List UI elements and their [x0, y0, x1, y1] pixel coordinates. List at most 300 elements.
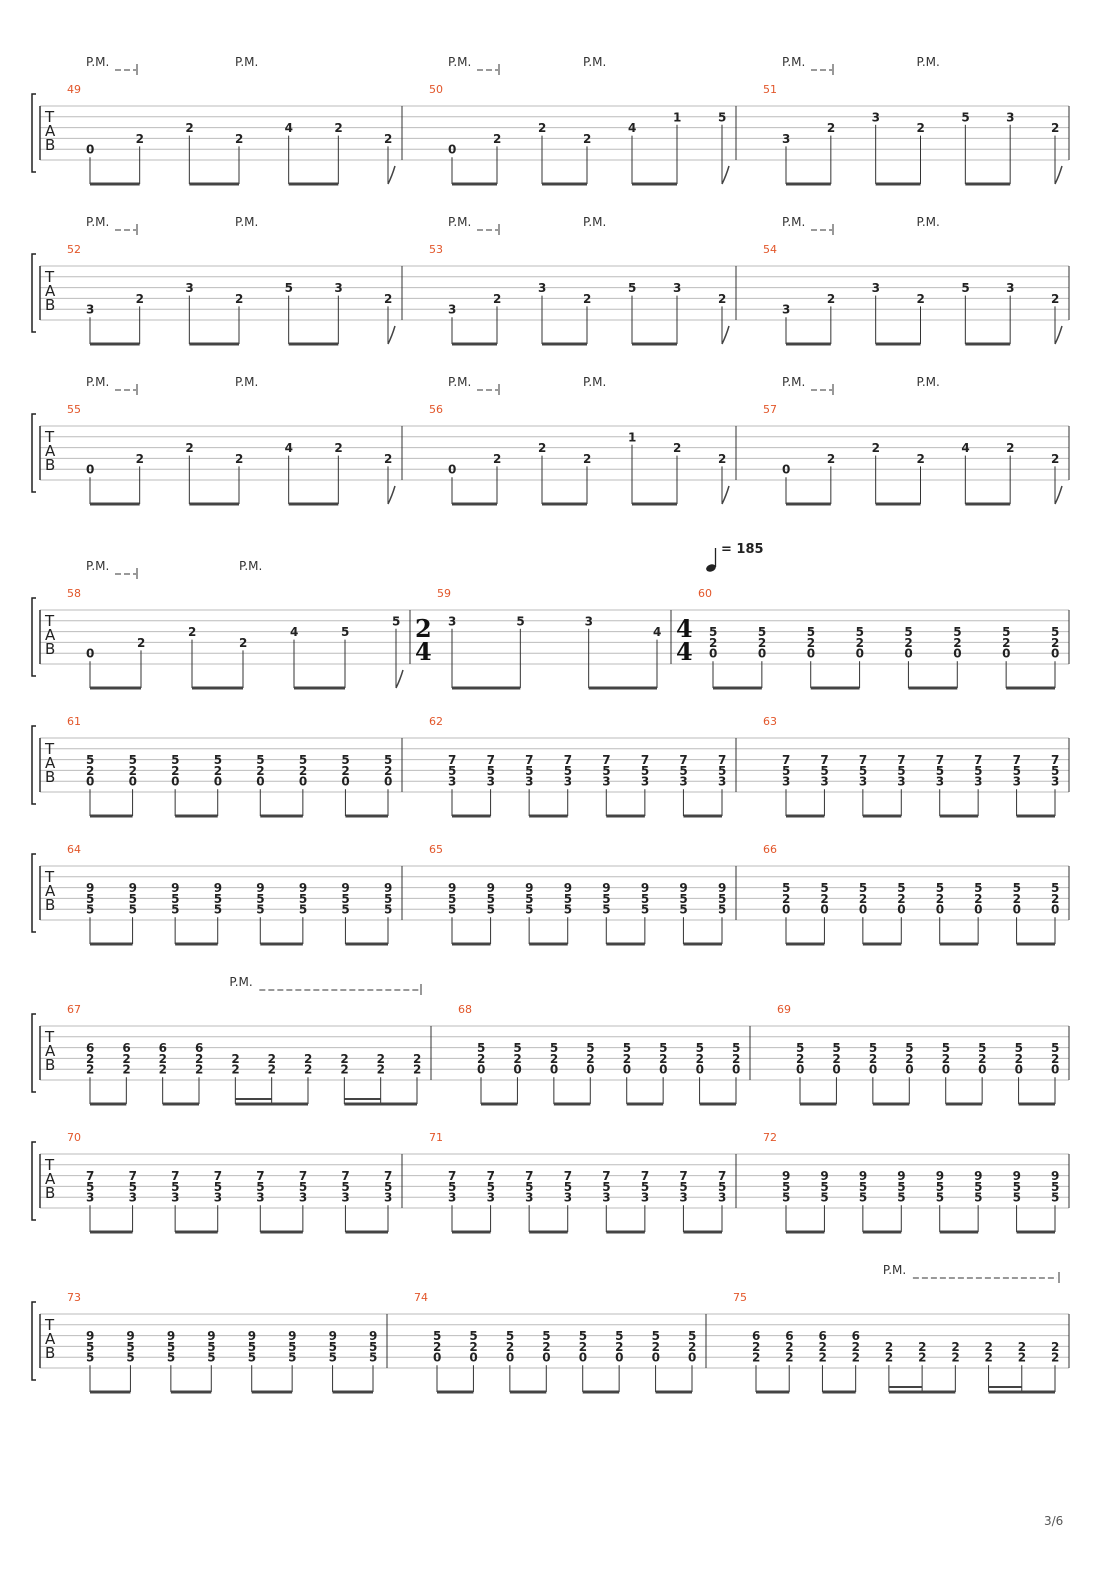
palm-mute-label: P.M.	[86, 215, 110, 229]
fret-number: 2	[538, 121, 547, 136]
fret-number: 2	[384, 291, 393, 306]
fret-number: 2	[622, 1051, 632, 1066]
fret-number: 9	[820, 1169, 829, 1184]
fret-number: 5	[284, 281, 294, 296]
time-signature-bottom: 4	[676, 637, 693, 666]
tab-clef-letter: A	[45, 442, 56, 460]
measure-number: 49	[67, 83, 81, 96]
fret-number: 5	[897, 1190, 906, 1205]
fret-number: 3	[602, 1190, 611, 1205]
palm-mute-label: P.M.	[86, 559, 110, 573]
fret-number: 2	[868, 1051, 878, 1066]
fret-number: 5	[897, 881, 906, 896]
fret-number: 5	[782, 1179, 791, 1194]
fret-number: 0	[820, 902, 829, 917]
fret-number: 2	[951, 1339, 960, 1354]
fret-number: 0	[213, 774, 223, 789]
fret-number: 5	[858, 881, 868, 896]
fret-number: 2	[256, 763, 265, 778]
fret-number: 5	[757, 625, 767, 640]
fret-number: 2	[897, 891, 906, 906]
fret-number: 2	[586, 1051, 595, 1066]
fret-number: 2	[376, 1051, 386, 1066]
fret-number: 5	[171, 753, 180, 768]
fret-number: 0	[659, 1062, 668, 1077]
fret-number: 5	[171, 1179, 180, 1194]
fret-number: 5	[256, 753, 265, 768]
tab-clef-letter: T	[45, 612, 55, 630]
fret-number: 0	[858, 902, 868, 917]
tab-clef-letter: T	[45, 428, 55, 446]
fret-number: 5	[563, 763, 573, 778]
fret-number: 2	[185, 121, 194, 136]
fret-number: 5	[384, 891, 393, 906]
fret-number: 5	[486, 763, 495, 778]
fret-number: 5	[477, 1041, 486, 1056]
fret-number: 5	[86, 891, 95, 906]
fret-number: 5	[855, 625, 864, 640]
palm-mute-label: P.M.	[235, 55, 259, 69]
fret-number: 9	[341, 881, 350, 896]
fret-number: 2	[1051, 1339, 1060, 1354]
palm-mute-label: P.M.	[882, 1263, 907, 1277]
fret-number: 2	[935, 891, 945, 906]
fret-number: 0	[796, 1062, 805, 1077]
fret-number: 3	[525, 1190, 534, 1205]
fret-number: 5	[602, 1179, 611, 1194]
fret-number: 5	[978, 1041, 987, 1056]
fret-number: 2	[334, 441, 343, 456]
fret-number: 0	[469, 1350, 478, 1365]
fret-number: 7	[213, 1169, 223, 1184]
fret-number: 5	[486, 902, 495, 917]
fret-number: 9	[563, 881, 573, 896]
fret-number: 3	[858, 774, 868, 789]
fret-number: 2	[235, 291, 244, 306]
tab-clef-letter: A	[45, 122, 56, 140]
fret-number: 2	[785, 1339, 794, 1354]
fret-number: 2	[583, 451, 592, 466]
fret-number: 2	[235, 451, 244, 466]
fret-number: 5	[86, 1179, 95, 1194]
fret-number: 2	[953, 635, 962, 650]
fret-number: 4	[284, 121, 294, 136]
fret-number: 2	[341, 763, 350, 778]
fret-number: 2	[673, 441, 682, 456]
palm-mute-label: P.M.	[782, 215, 806, 229]
fret-number: 3	[185, 281, 194, 296]
palm-mute-label: P.M.	[86, 55, 110, 69]
fret-number: 5	[897, 1179, 906, 1194]
fret-number: 5	[171, 902, 180, 917]
fret-number: 2	[185, 441, 194, 456]
fret-number: 2	[1014, 1051, 1023, 1066]
fret-number: 2	[832, 1051, 841, 1066]
fret-number: 2	[1051, 891, 1060, 906]
fret-number: 0	[448, 142, 457, 157]
fret-number: 0	[782, 462, 791, 477]
fret-number: 7	[486, 1169, 495, 1184]
fret-number: 5	[640, 891, 650, 906]
fret-number: 2	[578, 1339, 588, 1354]
fret-number: 7	[602, 753, 611, 768]
fret-number: 2	[384, 763, 393, 778]
fret-number: 5	[328, 1350, 337, 1365]
fret-number: 7	[86, 1169, 95, 1184]
fret-number: 7	[298, 1169, 308, 1184]
fret-number: 5	[256, 891, 265, 906]
fret-number: 2	[871, 441, 881, 456]
fret-number: 0	[953, 646, 962, 661]
fret-number: 0	[542, 1350, 551, 1365]
fret-number: 0	[549, 1062, 559, 1077]
fret-number: 3	[935, 774, 945, 789]
fret-number: 5	[341, 902, 350, 917]
fret-number: 5	[525, 891, 534, 906]
fret-number: 5	[207, 1350, 216, 1365]
fret-number: 2	[493, 291, 502, 306]
fret-number: 5	[1051, 763, 1060, 778]
fret-number: 2	[583, 291, 592, 306]
fret-number: 2	[785, 1350, 794, 1365]
measure-number: 53	[429, 243, 443, 256]
fret-number: 2	[806, 635, 816, 650]
measure-number: 70	[67, 1131, 81, 1144]
fret-number: 3	[1006, 281, 1015, 296]
fret-number: 0	[782, 902, 791, 917]
fret-number: 3	[679, 774, 688, 789]
tab-clef-letter: B	[45, 456, 56, 474]
measure-number: 67	[67, 1003, 81, 1016]
fret-number: 1	[673, 110, 682, 125]
fret-number: 5	[563, 902, 573, 917]
fret-number: 0	[695, 1062, 704, 1077]
tab-clef-letter: B	[45, 1184, 56, 1202]
fret-number: 9	[384, 881, 393, 896]
fret-number: 5	[328, 1339, 337, 1354]
measure-number: 63	[763, 715, 777, 728]
fret-number: 2	[916, 121, 925, 136]
fret-number: 5	[858, 1179, 868, 1194]
fret-number: 2	[549, 1051, 559, 1066]
fret-number: 5	[974, 763, 983, 778]
fret-number: 2	[239, 635, 248, 650]
fret-number: 5	[679, 902, 688, 917]
fret-number: 5	[128, 753, 137, 768]
fret-number: 5	[974, 881, 983, 896]
fret-number: 7	[602, 1169, 611, 1184]
fret-number: 0	[505, 1350, 515, 1365]
fret-number: 2	[171, 763, 180, 778]
fret-number: 5	[384, 902, 393, 917]
fret-number: 2	[1051, 451, 1060, 466]
fret-number: 5	[166, 1350, 176, 1365]
fret-number: 3	[525, 774, 534, 789]
fret-number: 7	[171, 1169, 180, 1184]
fret-number: 5	[679, 1179, 688, 1194]
fret-number: 5	[974, 1179, 983, 1194]
fret-number: 5	[341, 753, 350, 768]
tab-clef-letter: B	[45, 136, 56, 154]
fret-number: 4	[284, 441, 294, 456]
fret-number: 0	[1051, 1062, 1060, 1077]
fret-number: 2	[695, 1051, 704, 1066]
fret-number: 2	[884, 1339, 894, 1354]
measure-number: 66	[763, 843, 777, 856]
fret-number: 5	[961, 281, 970, 296]
fret-number: 2	[86, 1062, 95, 1077]
fret-number: 2	[1051, 635, 1060, 650]
fret-number: 5	[820, 1179, 829, 1194]
fret-number: 2	[513, 1051, 522, 1066]
measure-number: 57	[763, 403, 777, 416]
palm-mute-label: P.M.	[229, 975, 253, 989]
tab-clef-letter: T	[45, 108, 55, 126]
fret-number: 5	[128, 1179, 137, 1194]
fret-number: 0	[86, 774, 95, 789]
fret-number: 0	[578, 1350, 588, 1365]
fret-number: 2	[615, 1339, 624, 1354]
fret-number: 5	[86, 1339, 95, 1354]
fret-number: 9	[486, 881, 495, 896]
fret-number: 3	[334, 281, 343, 296]
fret-number: 3	[820, 774, 829, 789]
measure-number: 55	[67, 403, 81, 416]
fret-number: 0	[448, 462, 457, 477]
fret-number: 2	[137, 635, 146, 650]
fret-number: 5	[86, 902, 95, 917]
fret-number: 7	[448, 1169, 457, 1184]
fret-number: 5	[298, 1179, 308, 1194]
fret-number: 7	[525, 753, 534, 768]
fret-number: 5	[586, 1041, 595, 1056]
fret-number: 3	[86, 302, 95, 317]
fret-number: 6	[752, 1329, 761, 1344]
measure-number: 56	[429, 403, 443, 416]
fret-number: 5	[486, 891, 495, 906]
fret-number: 0	[978, 1062, 987, 1077]
fret-number: 5	[820, 763, 829, 778]
tab-clef-letter: T	[45, 1028, 55, 1046]
fret-number: 2	[128, 763, 137, 778]
fret-number: 0	[732, 1062, 741, 1077]
fret-number: 9	[256, 881, 265, 896]
fret-number: 5	[448, 902, 457, 917]
fret-number: 7	[679, 1169, 688, 1184]
fret-number: 9	[1051, 1169, 1060, 1184]
fret-number: 5	[256, 1179, 265, 1194]
fret-number: 2	[904, 635, 913, 650]
fret-number: 7	[563, 753, 573, 768]
fret-number: 5	[486, 1179, 495, 1194]
measure-number: 61	[67, 715, 81, 728]
fret-number: 3	[871, 281, 881, 296]
fret-number: 6	[158, 1041, 168, 1056]
fret-number: 5	[640, 1179, 650, 1194]
fret-number: 3	[640, 1190, 650, 1205]
fret-number: 2	[984, 1350, 993, 1365]
fret-number: 3	[1051, 774, 1060, 789]
fret-number: 5	[298, 891, 308, 906]
fret-number: 2	[583, 131, 592, 146]
measure-number: 54	[763, 243, 777, 256]
fret-number: 7	[718, 753, 727, 768]
fret-number: 5	[86, 1350, 95, 1365]
fret-number: 2	[267, 1062, 277, 1077]
fret-number: 2	[820, 891, 829, 906]
fret-number: 2	[752, 1350, 761, 1365]
fret-number: 5	[709, 625, 718, 640]
fret-number: 5	[207, 1339, 216, 1354]
fret-number: 3	[782, 131, 791, 146]
fret-number: 5	[1051, 881, 1060, 896]
fret-number: 5	[782, 763, 791, 778]
measure-number: 52	[67, 243, 81, 256]
fret-number: 5	[384, 1179, 393, 1194]
fret-number: 2	[1006, 441, 1015, 456]
fret-number: 2	[1051, 1051, 1060, 1066]
fret-number: 2	[235, 131, 244, 146]
fret-number: 5	[1014, 1041, 1023, 1056]
fret-number: 0	[341, 774, 350, 789]
fret-number: 5	[935, 763, 945, 778]
fret-number: 9	[171, 881, 180, 896]
fret-number: 5	[602, 891, 611, 906]
fret-number: 2	[334, 121, 343, 136]
fret-number: 0	[615, 1350, 624, 1365]
fret-number: 9	[213, 881, 223, 896]
palm-mute-label: P.M.	[448, 55, 472, 69]
tab-clef-letter: B	[45, 296, 56, 314]
fret-number: 9	[86, 1329, 95, 1344]
fret-number: 5	[718, 110, 727, 125]
fret-number: 2	[231, 1062, 240, 1077]
measure-number: 68	[458, 1003, 472, 1016]
palm-mute-label: P.M.	[583, 375, 607, 389]
fret-number: 2	[978, 1051, 987, 1066]
fret-number: 3	[256, 1190, 265, 1205]
tab-clef-letter: B	[45, 768, 56, 786]
fret-number: 2	[855, 635, 864, 650]
fret-number: 0	[433, 1350, 442, 1365]
fret-number: 2	[905, 1051, 914, 1066]
palm-mute-label: P.M.	[235, 375, 259, 389]
fret-number: 3	[448, 302, 457, 317]
fret-number: 2	[433, 1339, 442, 1354]
fret-number: 0	[622, 1062, 632, 1077]
fret-number: 2	[542, 1339, 551, 1354]
fret-number: 2	[732, 1051, 741, 1066]
fret-number: 9	[126, 1329, 135, 1344]
tab-clef-letter: A	[45, 282, 56, 300]
fret-number: 5	[1051, 1179, 1060, 1194]
fret-number: 2	[659, 1051, 668, 1066]
fret-number: 5	[602, 902, 611, 917]
fret-number: 0	[688, 1350, 697, 1365]
fret-number: 5	[369, 1350, 378, 1365]
fret-number: 6	[195, 1041, 204, 1056]
fret-number: 2	[122, 1051, 131, 1066]
fret-number: 5	[384, 753, 393, 768]
fret-number: 3	[538, 281, 547, 296]
fret-number: 5	[171, 891, 180, 906]
fret-number: 5	[688, 1329, 697, 1344]
fret-number: 0	[256, 774, 265, 789]
fret-number: 5	[659, 1041, 668, 1056]
fret-number: 3	[782, 774, 791, 789]
fret-number: 9	[207, 1329, 216, 1344]
fret-number: 5	[128, 902, 137, 917]
fret-number: 9	[782, 1169, 791, 1184]
fret-number: 3	[128, 1190, 137, 1205]
fret-number: 7	[897, 753, 906, 768]
fret-number: 0	[941, 1062, 951, 1077]
palm-mute-label: P.M.	[583, 55, 607, 69]
fret-number: 6	[851, 1329, 861, 1344]
fret-number: 5	[806, 625, 816, 640]
fret-number: 9	[166, 1329, 176, 1344]
fret-number: 3	[718, 1190, 727, 1205]
fret-number: 9	[640, 881, 650, 896]
fret-number: 5	[602, 763, 611, 778]
fret-number: 2	[493, 451, 502, 466]
fret-number: 3	[448, 1190, 457, 1205]
fret-number: 5	[256, 902, 265, 917]
tab-clef-letter: B	[45, 1344, 56, 1362]
fret-number: 7	[679, 753, 688, 768]
fret-number: 0	[651, 1350, 660, 1365]
palm-mute-label: P.M.	[235, 215, 259, 229]
fret-number: 7	[1051, 753, 1060, 768]
fret-number: 5	[1051, 1041, 1060, 1056]
tab-clef-letter: B	[45, 896, 56, 914]
tab-clef-letter: T	[45, 268, 55, 286]
fret-number: 0	[709, 646, 718, 661]
fret-number: 5	[213, 891, 223, 906]
fret-number: 2	[1012, 891, 1021, 906]
fret-number: 5	[166, 1339, 176, 1354]
fret-number: 2	[752, 1339, 761, 1354]
fret-number: 7	[256, 1169, 265, 1184]
fret-number: 2	[918, 1350, 927, 1365]
fret-number: 9	[448, 881, 457, 896]
fret-number: 5	[563, 891, 573, 906]
time-signature-bottom: 4	[415, 637, 432, 666]
fret-number: 5	[542, 1329, 551, 1344]
fret-number: 0	[1014, 1062, 1023, 1077]
fret-number: 0	[904, 646, 913, 661]
fret-number: 2	[1051, 291, 1060, 306]
fret-number: 5	[128, 891, 137, 906]
fret-number: 5	[247, 1350, 257, 1365]
fret-number: 9	[897, 1169, 906, 1184]
fret-number: 2	[916, 451, 925, 466]
fret-number: 5	[516, 614, 525, 629]
fret-number: 7	[858, 753, 868, 768]
fret-number: 2	[651, 1339, 660, 1354]
fret-number: 5	[953, 625, 962, 640]
measure-number: 60	[698, 587, 712, 600]
fret-number: 5	[935, 1179, 945, 1194]
fret-number: 5	[858, 763, 868, 778]
fret-number: 6	[785, 1329, 794, 1344]
fret-number: 9	[602, 881, 611, 896]
fret-number: 3	[679, 1190, 688, 1205]
fret-number: 2	[918, 1339, 927, 1354]
fret-number: 5	[679, 891, 688, 906]
palm-mute-label: P.M.	[86, 375, 110, 389]
fret-number: 3	[486, 774, 495, 789]
